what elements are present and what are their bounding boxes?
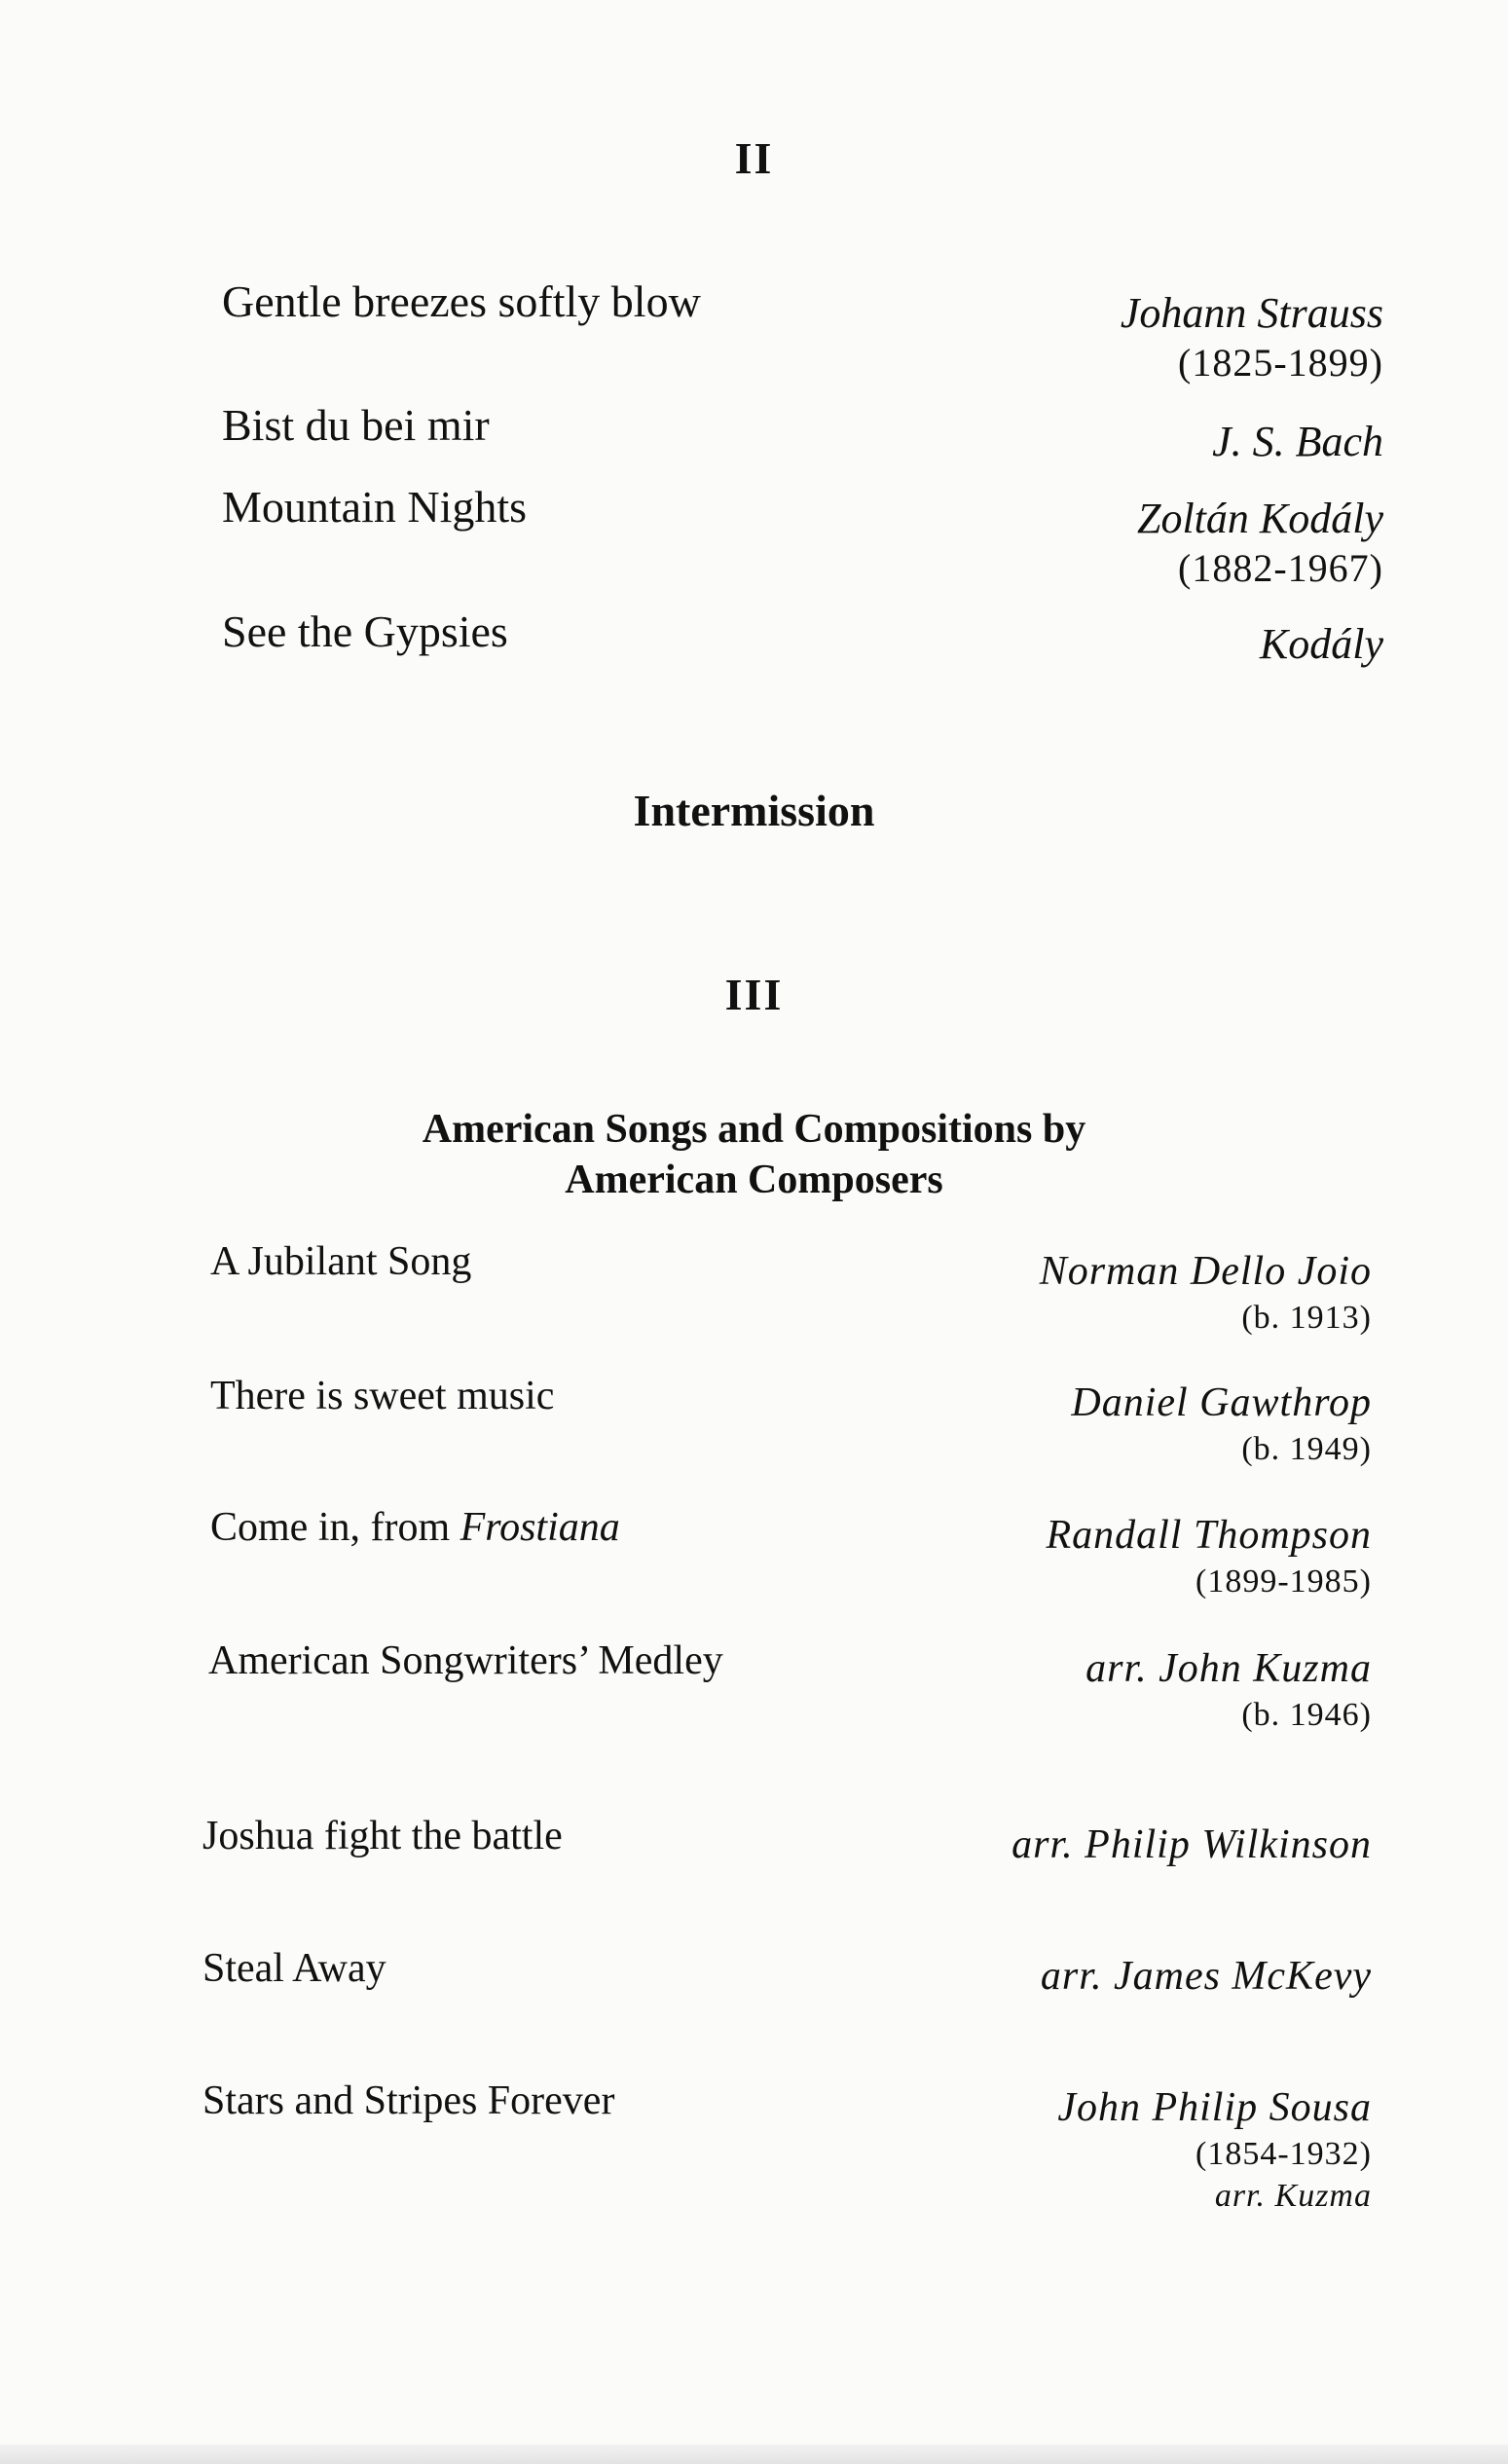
composer-name: Randall Thompson — [1046, 1513, 1372, 1558]
piece-composer — [1071, 1378, 1372, 1471]
piece-composer — [1212, 417, 1383, 467]
piece-composer — [1046, 1510, 1372, 1603]
piece-composer — [1011, 1820, 1372, 1870]
piece-composer — [1040, 1246, 1372, 1340]
composer-dates: (b. 1946) — [1241, 1697, 1372, 1733]
piece-composer — [1085, 1643, 1372, 1737]
composer-name — [1011, 1820, 1372, 1870]
composer-name — [1041, 1951, 1372, 2002]
composer-dates: (1882-1967) — [1178, 546, 1383, 590]
composer-name: Kodály — [1259, 620, 1383, 668]
composer-dates: (b. 1949) — [1241, 1431, 1372, 1467]
piece-composer — [1260, 619, 1383, 670]
section-ii-heading: II — [734, 133, 774, 183]
piece-title: Mountain Nights — [222, 482, 528, 532]
piece-title — [210, 1504, 620, 1551]
arranger-name: James McKevy — [1113, 1954, 1372, 1999]
section-iii-heading: III — [724, 970, 784, 1019]
subtitle-line: American Songs and Compositions by — [422, 1107, 1086, 1152]
title-italic-text: Frostiana — [460, 1505, 620, 1550]
piece-title: Stars and Stripes Forever — [202, 2078, 615, 2123]
piece-title: There is sweet music — [210, 1374, 555, 1418]
section-iii-subtitle — [0, 1104, 1508, 1205]
piece-title: Bist du bei mir — [222, 400, 490, 450]
composer-dates: (b. 1913) — [1241, 1300, 1372, 1336]
piece-title: A Jubilant Song — [210, 1239, 472, 1284]
arranger-prefix: arr. — [1085, 1646, 1159, 1691]
composer-name: Norman Dello Joio — [1039, 1249, 1372, 1294]
composer-dates: (1825-1899) — [1178, 341, 1383, 385]
piece-composer — [1041, 1951, 1372, 2002]
arranger-prefix: arr. — [1011, 1822, 1085, 1867]
page-bottom-edge — [0, 2445, 1508, 2464]
piece-title: Gentle breezes softly blow — [222, 276, 701, 326]
arranger-prefix: arr. — [1040, 1954, 1114, 1999]
intermission-heading: Intermission — [633, 786, 875, 835]
piece-title: American Songwriters’ Medley — [208, 1638, 723, 1683]
composer-name — [1085, 1643, 1372, 1694]
composer-name: John Philip Sousa — [1057, 2085, 1372, 2130]
piece-title: See the Gypsies — [222, 607, 508, 656]
piece-title: Steal Away — [202, 1946, 386, 1991]
composer-name: Daniel Gawthrop — [1071, 1380, 1372, 1425]
piece-composer — [1057, 2082, 1372, 2217]
composer-dates: (1899-1985) — [1195, 1563, 1372, 1600]
composer-name: Zoltán Kodály — [1136, 495, 1383, 542]
title-text: Come in, from — [210, 1505, 460, 1550]
piece-composer — [1121, 288, 1383, 387]
subtitle-line: American Composers — [565, 1158, 943, 1202]
composer-name: J. S. Bach — [1212, 418, 1383, 465]
composer-name: Johann Strauss — [1120, 289, 1383, 337]
piece-title: Joshua fight the battle — [202, 1814, 563, 1858]
composer-dates: (1854-1932) — [1195, 2136, 1372, 2172]
piece-composer — [1137, 494, 1383, 593]
arranger-name: John Kuzma — [1159, 1646, 1372, 1691]
arranger-credit: arr. Kuzma — [1214, 2178, 1372, 2214]
arranger-name: Philip Wilkinson — [1085, 1822, 1372, 1867]
